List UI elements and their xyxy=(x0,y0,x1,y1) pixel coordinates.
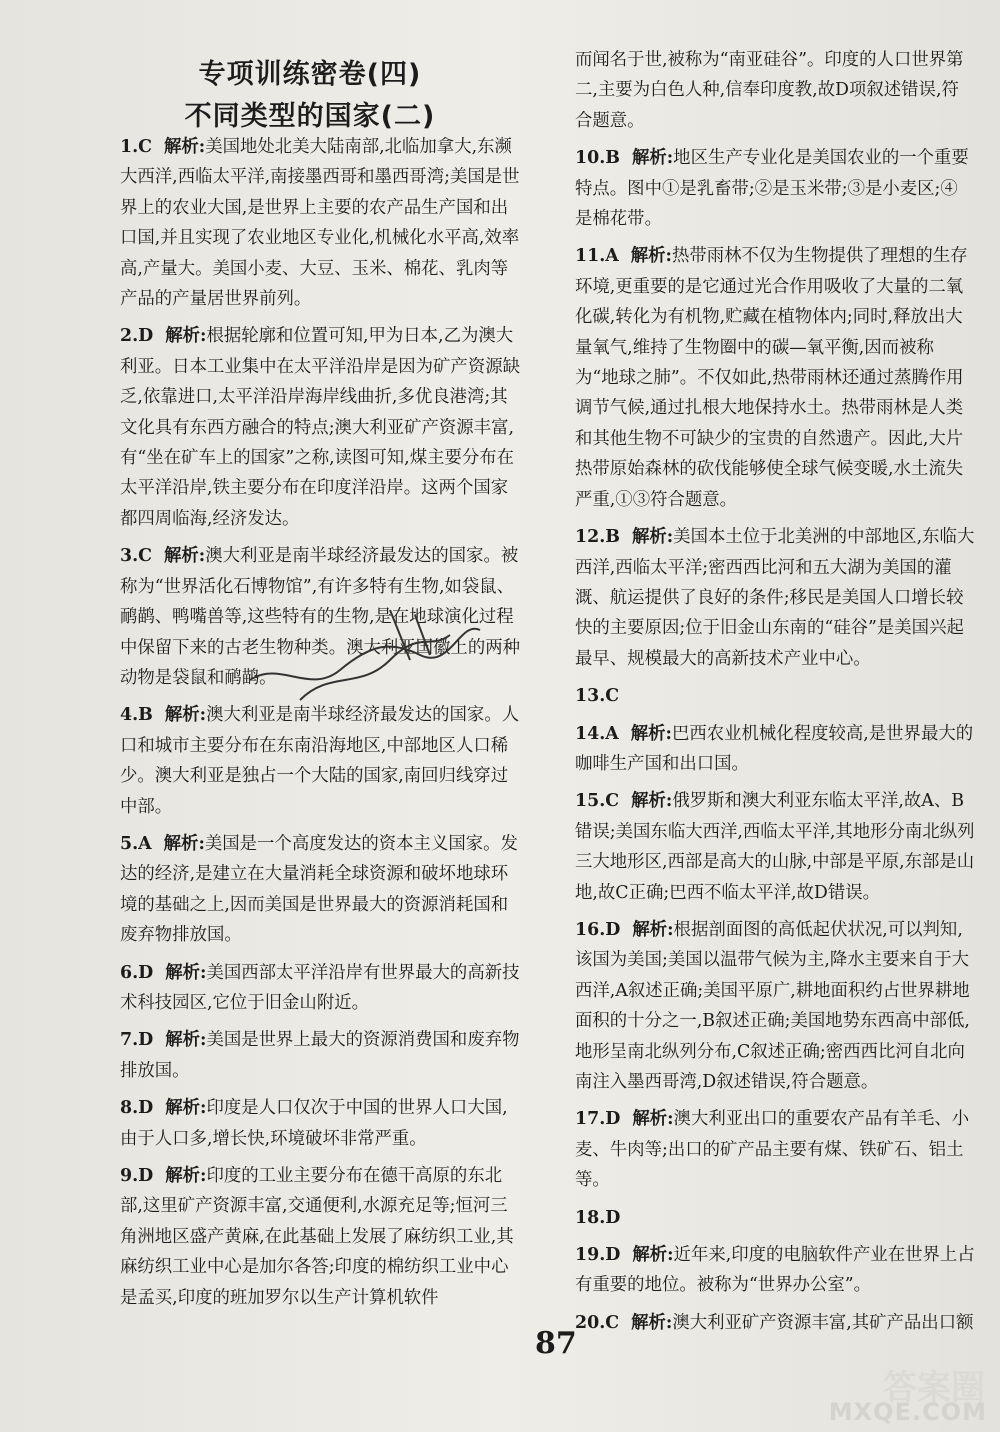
analysis-label: 解析: xyxy=(165,1098,207,1119)
analysis-label: 解析: xyxy=(163,833,205,854)
answer-item xyxy=(120,829,520,951)
answer-number: 15.C xyxy=(575,791,620,812)
analysis-label: 解析: xyxy=(632,1245,674,1266)
answer-number: 18.D xyxy=(575,1207,621,1228)
watermark-url: MXQE.COM xyxy=(828,1398,987,1426)
answer-number: 8.D xyxy=(120,1098,154,1119)
answer-number: 4.B xyxy=(120,705,153,726)
analysis-label: 解析: xyxy=(165,962,207,983)
answer-number: 11.A xyxy=(575,246,619,267)
answer-item xyxy=(575,719,975,780)
right-column xyxy=(575,45,975,1345)
answer-number: 5.A xyxy=(120,833,152,854)
analysis-label: 解析: xyxy=(165,1166,207,1186)
answer-number: 10.B xyxy=(575,148,620,169)
answer-number: 14.A xyxy=(575,723,619,744)
answer-text: 澳大利亚是南半球经济最发达的国家。人口和城市主要分布在东南沿海地区,中部地区人口稀少。澳大利亚是独占一个大陆的国家,南回归线穿过中部。 xyxy=(120,705,520,817)
answer-text: 美国是一个高度发达的资本主义国家。发达的经济,是建立在大量消耗全球资源和破坏地球环境的基础之上,因而美国是世界最大的资源消耗国和废弃物排放国。 xyxy=(120,833,518,946)
answer-item xyxy=(575,1203,975,1233)
answer-text: 澳大利亚出口的重要农产品有羊毛、小麦、牛肉等;出口的矿产品主要有煤、铁矿石、铝土等。 xyxy=(575,1109,970,1191)
page-title: 专项训练密卷(四) xyxy=(198,59,422,90)
analysis-label: 解析: xyxy=(632,919,674,940)
answer-item xyxy=(575,1104,975,1195)
answer-text: 美国是世界上最大的资源消费国和废弃物排放国。 xyxy=(120,1030,520,1081)
answer-number: 3.C xyxy=(120,546,152,567)
analysis-label: 解析: xyxy=(164,705,207,726)
answer-text: 澳大利亚矿产资源丰富,其矿产品出口额 xyxy=(672,1312,974,1333)
analysis-label: 解析: xyxy=(630,723,672,744)
answer-item xyxy=(575,241,975,515)
answer-text: 根据轮廓和位置可知,甲为日本,乙为澳大利亚。日本工业集中在太平洋沿岸是因为矿产资源缺乏,依靠进口,太平洋沿岸海岸线曲折,多优良港湾;其文化具有东西方融合的特点;澳大利亚矿产资源丰富,有“坐在矿车上的国家”之称,读图可知,煤主要分布在太平洋沿岸,铁主要分布在印度洋沿岸。这两个国家都四周临海,经济发达。 xyxy=(120,326,520,529)
answer-item xyxy=(575,681,975,711)
answer-text: 美国西部太平洋沿岸有世界最大的高新技术科技园区,它位于旧金山附近。 xyxy=(120,962,520,1013)
answer-number: 6.D xyxy=(120,962,154,983)
answer-number: 2.D xyxy=(120,326,154,347)
answer-item xyxy=(120,321,520,534)
answer-text: 热带雨林不仅为生物提供了理想的生存环境,更重要的是它通过光合作用吸收了大量的二氧化碳,转化为有机物,贮藏在植物体内;同时,释放出大量氧气,维持了生物圈中的碳—氧平衡,因而被称为“地球之肺”。不仅如此,热带雨林还通过蒸腾作用调节气候,通过扎根大地保持水土。热带雨林是人类和其他生物不可缺少的宝贵的自然遗产。因此,大片热带原始森林的砍伐能够使全球气候变暖,水土流失严重,①③符合题意。 xyxy=(575,246,968,510)
answer-item xyxy=(575,1240,975,1301)
answer-text: 美国本土位于北美洲的中部地区,东临大西洋,西临太平洋;密西西比河和五大湖为美国的灌溉、航运提供了良好的条件;移民是美国人口增长较快的主要原因;位于旧金山东南的“硅谷”是美国兴起最早、规模最大的高新技术产业中心。 xyxy=(575,527,975,669)
analysis-label: 解析: xyxy=(165,1030,207,1051)
answer-item xyxy=(120,1093,520,1154)
answer-text: 印度的工业主要分布在德干高原的东北部,这里矿产资源丰富,交通便利,水源充足等;恒河三角洲地区盛产黄麻,在此基础上发展了麻纺织工业,其麻纺织工业中心是加尔各答;印度的棉纺织工业中心是孟买,印度的班加罗尔以生产计算机软件 xyxy=(120,1166,514,1308)
answer-item xyxy=(575,786,975,908)
answer-text: 俄罗斯和澳大利亚东临太平洋,故A、B错误;美国东临大西洋,西临太平洋,其地形分南北纵列三大地形区,西部是高大的山脉,中部是平原,东部是山地,故C正确;巴西不临太平洋,故D错误。 xyxy=(575,791,975,903)
analysis-label: 解析: xyxy=(630,246,672,267)
analysis-label: 解析: xyxy=(164,546,206,567)
answer-item xyxy=(120,1161,520,1313)
answer-text: 巴西农业机械化程度较高,是世界最大的咖啡生产国和出口国。 xyxy=(575,723,974,774)
answer-number: 20.C xyxy=(575,1312,620,1333)
answer-text: 地区生产专业化是美国农业的一个重要特点。图中①是乳畜带;②是玉米带;③是小麦区;④是棉花带。 xyxy=(575,148,969,230)
analysis-label: 解析: xyxy=(631,1312,673,1333)
answer-item xyxy=(575,915,975,1097)
answer-item xyxy=(575,1308,975,1338)
answer-number: 7.D xyxy=(120,1030,154,1051)
analysis-label: 解析: xyxy=(631,527,674,548)
answer-item xyxy=(120,1025,520,1086)
answer-text: 根据剖面图的高低起伏状况,可以判知,该国为美国;美国以温带气候为主,降水主要来自于大西洋,A叙述正确;美国平原广,耕地面积约占世界耕地面积的十分之一,B叙述正确;美国地势东西高中部低,地形呈南北纵列分布,C叙述正确;密西西比河自北向南注入墨西哥湾,D叙述错误,符合题意。 xyxy=(575,919,970,1092)
answer-item xyxy=(120,958,520,1019)
watermark-logo xyxy=(825,1360,995,1432)
answer-continuation: 而闻名于世,被称为“南亚硅谷”。印度的人口世界第二,主要为白色人种,信奉印度教,故D项叙述错误,符合题意。 xyxy=(575,50,964,131)
answer-number: 12.B xyxy=(575,527,620,548)
answer-number: 1.C xyxy=(120,137,152,157)
analysis-label: 解析: xyxy=(631,148,674,169)
analysis-label: 解析: xyxy=(632,1109,674,1130)
page-number: 87 xyxy=(535,1326,577,1361)
page-subtitle: 不同类型的国家(二) xyxy=(184,101,436,132)
answer-item xyxy=(120,700,520,822)
answer-number: 13.C xyxy=(575,686,620,707)
answer-number: 19.D xyxy=(575,1245,621,1266)
answer-text: 美国地处北美大陆南部,北临加拿大,东濒大西洋,西临太平洋,南接墨西哥和墨西哥湾;美国是世界上的农业大国,是世界上主要的农产品生产国和出口国,并且实现了农业地区专业化,机械化水平高,效率高,产量大。美国小麦、大豆、玉米、棉花、乳肉等产品的产量居世界前列。 xyxy=(120,137,520,310)
answer-item xyxy=(575,522,975,674)
analysis-label: 解析: xyxy=(165,326,207,347)
analysis-label: 解析: xyxy=(164,137,206,157)
answer-number: 17.D xyxy=(575,1109,621,1130)
handwritten-scribble xyxy=(240,600,490,710)
answer-text: 印度是人口仅次于中国的世界人口大国,由于人口多,增长快,环境破坏非常严重。 xyxy=(120,1098,508,1149)
answer-number: 16.D xyxy=(575,919,621,940)
analysis-label: 解析: xyxy=(631,791,673,812)
answer-item xyxy=(575,143,975,234)
watermark-cn: 答案圈 xyxy=(883,1368,985,1408)
answer-text: 近年来,印度的电脑软件产业在世界上占有重要的地位。被称为“世界办公室”。 xyxy=(575,1245,975,1296)
answer-number: 9.D xyxy=(120,1166,154,1186)
answer-item xyxy=(120,132,520,314)
answer-text: 澳大利亚是南半球经济最发达的国家。被称为“世界活化石博物馆”,有许多特有生物,如袋鼠、鸸鹋、鸭嘴兽等,这些特有的生物,是在地球演化过程中保留下来的古老生物种类。澳大利亚国徽上的两种动物是袋鼠和鸸鹋。 xyxy=(120,546,520,688)
left-column xyxy=(120,132,520,1320)
